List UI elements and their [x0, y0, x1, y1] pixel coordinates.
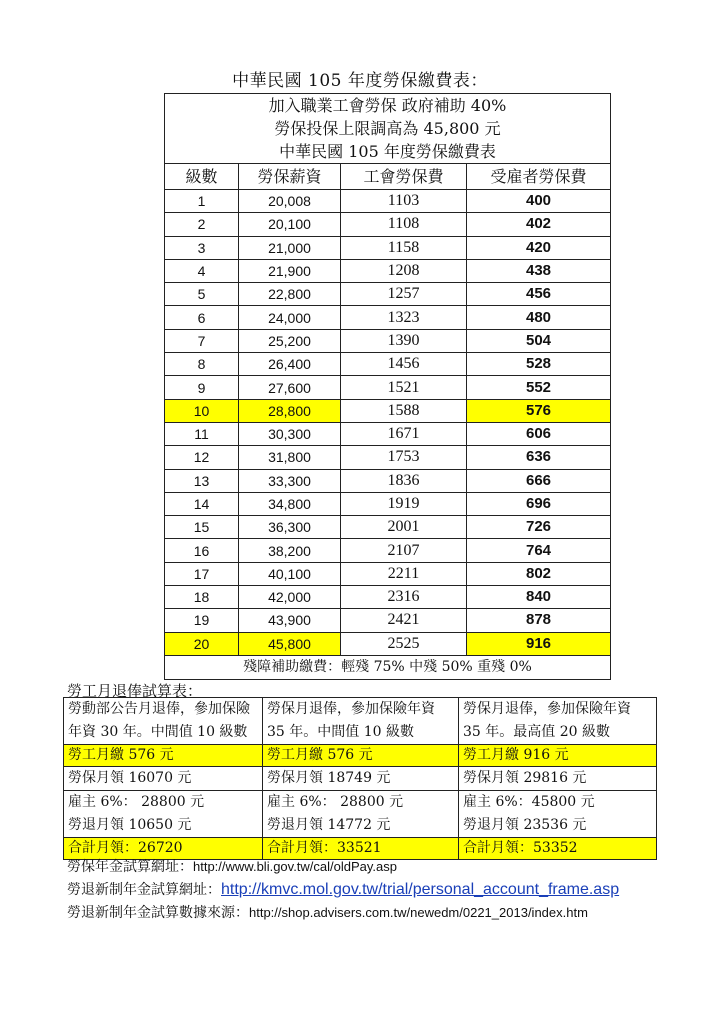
employer-retirement-row: [64, 791, 657, 838]
link-label: 勞退新制年金試算數據來源：: [67, 905, 249, 921]
salary-cell: 45,800: [239, 632, 341, 655]
union-fee-cell: 2316: [341, 586, 467, 609]
insured-fee-cell: 666: [467, 469, 611, 492]
monthly-total-cell: 合計月領：26720: [64, 838, 263, 860]
fee-table-row: [165, 586, 611, 609]
fee-table-row: [165, 376, 611, 399]
insurance-monthly-cell: 勞保月領 16070 元: [64, 767, 263, 791]
pension-heading-cell: 勞保月退俸，參加保險年資 35 年。最高值 20 級數: [459, 698, 657, 745]
insured-fee-cell: 420: [467, 236, 611, 259]
level-cell: 9: [165, 376, 239, 399]
bli-pension-calculator-link[interactable]: [67, 856, 397, 876]
link-label: 勞退新制年金試算網址：: [67, 882, 221, 898]
union-fee-cell: 2107: [341, 539, 467, 562]
level-cell: 2: [165, 213, 239, 236]
insured-fee-cell: 576: [467, 399, 611, 422]
fee-table-row: [165, 446, 611, 469]
union-fee-cell: 2001: [341, 516, 467, 539]
monthly-contribution-cell: 勞工月繳 576 元: [263, 745, 459, 767]
fee-table-row: [165, 516, 611, 539]
union-fee-cell: 2525: [341, 632, 467, 655]
column-header-salary: 勞保薪資: [239, 164, 341, 190]
level-cell: 10: [165, 399, 239, 422]
labor-insurance-fee-table: [164, 93, 611, 680]
level-cell: 18: [165, 586, 239, 609]
insured-fee-cell: 696: [467, 492, 611, 515]
level-cell: 16: [165, 539, 239, 562]
salary-cell: 40,100: [239, 562, 341, 585]
employer-retirement-cell: 雇主 6%：45800 元 勞退月領 23536 元: [459, 791, 657, 838]
salary-cell: 36,300: [239, 516, 341, 539]
level-cell: 14: [165, 492, 239, 515]
level-cell: 5: [165, 283, 239, 306]
insured-fee-cell: 456: [467, 283, 611, 306]
pension-data-source-link[interactable]: [67, 902, 588, 922]
fee-table-row: [165, 353, 611, 376]
monthly-contribution-row: [64, 745, 657, 767]
union-fee-cell: 1108: [341, 213, 467, 236]
union-fee-cell: 2421: [341, 609, 467, 632]
salary-cell: 33,300: [239, 469, 341, 492]
level-cell: 20: [165, 632, 239, 655]
employer-retirement-cell: 雇主 6%： 28800 元 勞退月領 14772 元: [263, 791, 459, 838]
level-cell: 3: [165, 236, 239, 259]
insured-fee-cell: 636: [467, 446, 611, 469]
level-cell: 11: [165, 422, 239, 445]
level-cell: 13: [165, 469, 239, 492]
level-cell: 19: [165, 609, 239, 632]
fee-table-row: [165, 632, 611, 655]
salary-cell: 34,800: [239, 492, 341, 515]
document-title: 中華民國 105 年度勞保繳費表：: [232, 71, 488, 91]
pension-calculation-table: [63, 697, 657, 860]
union-fee-cell: 1323: [341, 306, 467, 329]
level-cell: 6: [165, 306, 239, 329]
column-header-union-fee: 工會勞保費: [341, 164, 467, 190]
union-fee-cell: 1521: [341, 376, 467, 399]
insured-fee-cell: 402: [467, 213, 611, 236]
fee-table-row: [165, 236, 611, 259]
fee-table-row: [165, 399, 611, 422]
union-fee-cell: 1158: [341, 236, 467, 259]
insured-fee-cell: 916: [467, 632, 611, 655]
employer-retirement-cell: 雇主 6%： 28800 元 勞退月領 10650 元: [64, 791, 263, 838]
salary-cell: 21,900: [239, 259, 341, 282]
link-url[interactable]: http://shop.advisers.com.tw/newedm/0221_2013/index.htm: [249, 905, 588, 920]
fee-table-row: [165, 609, 611, 632]
fee-table-row: [165, 213, 611, 236]
insured-fee-cell: 764: [467, 539, 611, 562]
insured-fee-cell: 606: [467, 422, 611, 445]
insured-fee-cell: 840: [467, 586, 611, 609]
mol-pension-calculator-link[interactable]: [67, 879, 619, 899]
union-fee-cell: 1208: [341, 259, 467, 282]
link-url[interactable]: http://www.bli.gov.tw/cal/oldPay.asp: [193, 859, 398, 874]
salary-cell: 26,400: [239, 353, 341, 376]
fee-table-header-line: 加入職業工會勞保 政府補助 40%: [165, 94, 611, 118]
fee-table-row: [165, 259, 611, 282]
insured-fee-cell: 438: [467, 259, 611, 282]
pension-heading-cell: 勞動部公告月退俸，參加保險 年資 30 年。中間值 10 級數: [64, 698, 263, 745]
fee-table-row: [165, 422, 611, 445]
column-header-level: 級數: [165, 164, 239, 190]
union-fee-cell: 1671: [341, 422, 467, 445]
salary-cell: 42,000: [239, 586, 341, 609]
union-fee-cell: 1390: [341, 329, 467, 352]
insured-fee-cell: 400: [467, 190, 611, 213]
salary-cell: 20,008: [239, 190, 341, 213]
column-header-insured-fee: 受雇者勞保費: [467, 164, 611, 190]
insurance-monthly-cell: 勞保月領 18749 元: [263, 767, 459, 791]
pension-heading-cell: 勞保月退俸，參加保險年資 35 年。中間值 10 級數: [263, 698, 459, 745]
fee-table-row: [165, 539, 611, 562]
union-fee-cell: 1588: [341, 399, 467, 422]
insured-fee-cell: 726: [467, 516, 611, 539]
salary-cell: 43,900: [239, 609, 341, 632]
fee-table-column-headers: [165, 164, 611, 190]
level-cell: 7: [165, 329, 239, 352]
salary-cell: 31,800: [239, 446, 341, 469]
level-cell: 12: [165, 446, 239, 469]
union-fee-cell: 1257: [341, 283, 467, 306]
fee-table-row: [165, 306, 611, 329]
union-fee-cell: 2211: [341, 562, 467, 585]
salary-cell: 21,000: [239, 236, 341, 259]
fee-table-row: [165, 562, 611, 585]
salary-cell: 22,800: [239, 283, 341, 306]
salary-cell: 28,800: [239, 399, 341, 422]
link-label: 勞保年金試算網址：: [67, 859, 193, 875]
fee-table-body: [165, 190, 611, 656]
level-cell: 4: [165, 259, 239, 282]
salary-cell: 27,600: [239, 376, 341, 399]
insurance-monthly-cell: 勞保月領 29816 元: [459, 767, 657, 791]
salary-cell: 20,100: [239, 213, 341, 236]
fee-table-header-line: 勞保投保上限調高為 45,800 元: [165, 117, 611, 140]
salary-cell: 24,000: [239, 306, 341, 329]
level-cell: 17: [165, 562, 239, 585]
monthly-total-cell: 合計月領：33521: [263, 838, 459, 860]
fee-table-row: [165, 190, 611, 213]
salary-cell: 38,200: [239, 539, 341, 562]
union-fee-cell: 1456: [341, 353, 467, 376]
insured-fee-cell: 528: [467, 353, 611, 376]
fee-table-row: [165, 469, 611, 492]
union-fee-cell: 1836: [341, 469, 467, 492]
insured-fee-cell: 552: [467, 376, 611, 399]
disability-subsidy-note: 殘障補助繳費：輕殘 75% 中殘 50% 重殘 0%: [165, 655, 611, 679]
monthly-contribution-cell: 勞工月繳 916 元: [459, 745, 657, 767]
pension-section-title: 勞工月退俸試算表：: [67, 682, 203, 700]
union-fee-cell: 1103: [341, 190, 467, 213]
insured-fee-cell: 802: [467, 562, 611, 585]
insured-fee-cell: 878: [467, 609, 611, 632]
monthly-contribution-cell: 勞工月繳 576 元: [64, 745, 263, 767]
union-fee-cell: 1919: [341, 492, 467, 515]
pension-heading-row: [64, 698, 657, 745]
insured-fee-cell: 504: [467, 329, 611, 352]
insurance-monthly-row: [64, 767, 657, 791]
level-cell: 1: [165, 190, 239, 213]
level-cell: 8: [165, 353, 239, 376]
level-cell: 15: [165, 516, 239, 539]
union-fee-cell: 1753: [341, 446, 467, 469]
salary-cell: 30,300: [239, 422, 341, 445]
monthly-total-cell: 合計月領：53352: [459, 838, 657, 860]
fee-table-row: [165, 492, 611, 515]
salary-cell: 25,200: [239, 329, 341, 352]
fee-table-header-line: 中華民國 105 年度勞保繳費表: [165, 140, 611, 164]
fee-table-row: [165, 283, 611, 306]
insured-fee-cell: 480: [467, 306, 611, 329]
link-url[interactable]: http://kmvc.mol.gov.tw/trial/personal_account_frame.asp: [221, 881, 620, 898]
fee-table-row: [165, 329, 611, 352]
